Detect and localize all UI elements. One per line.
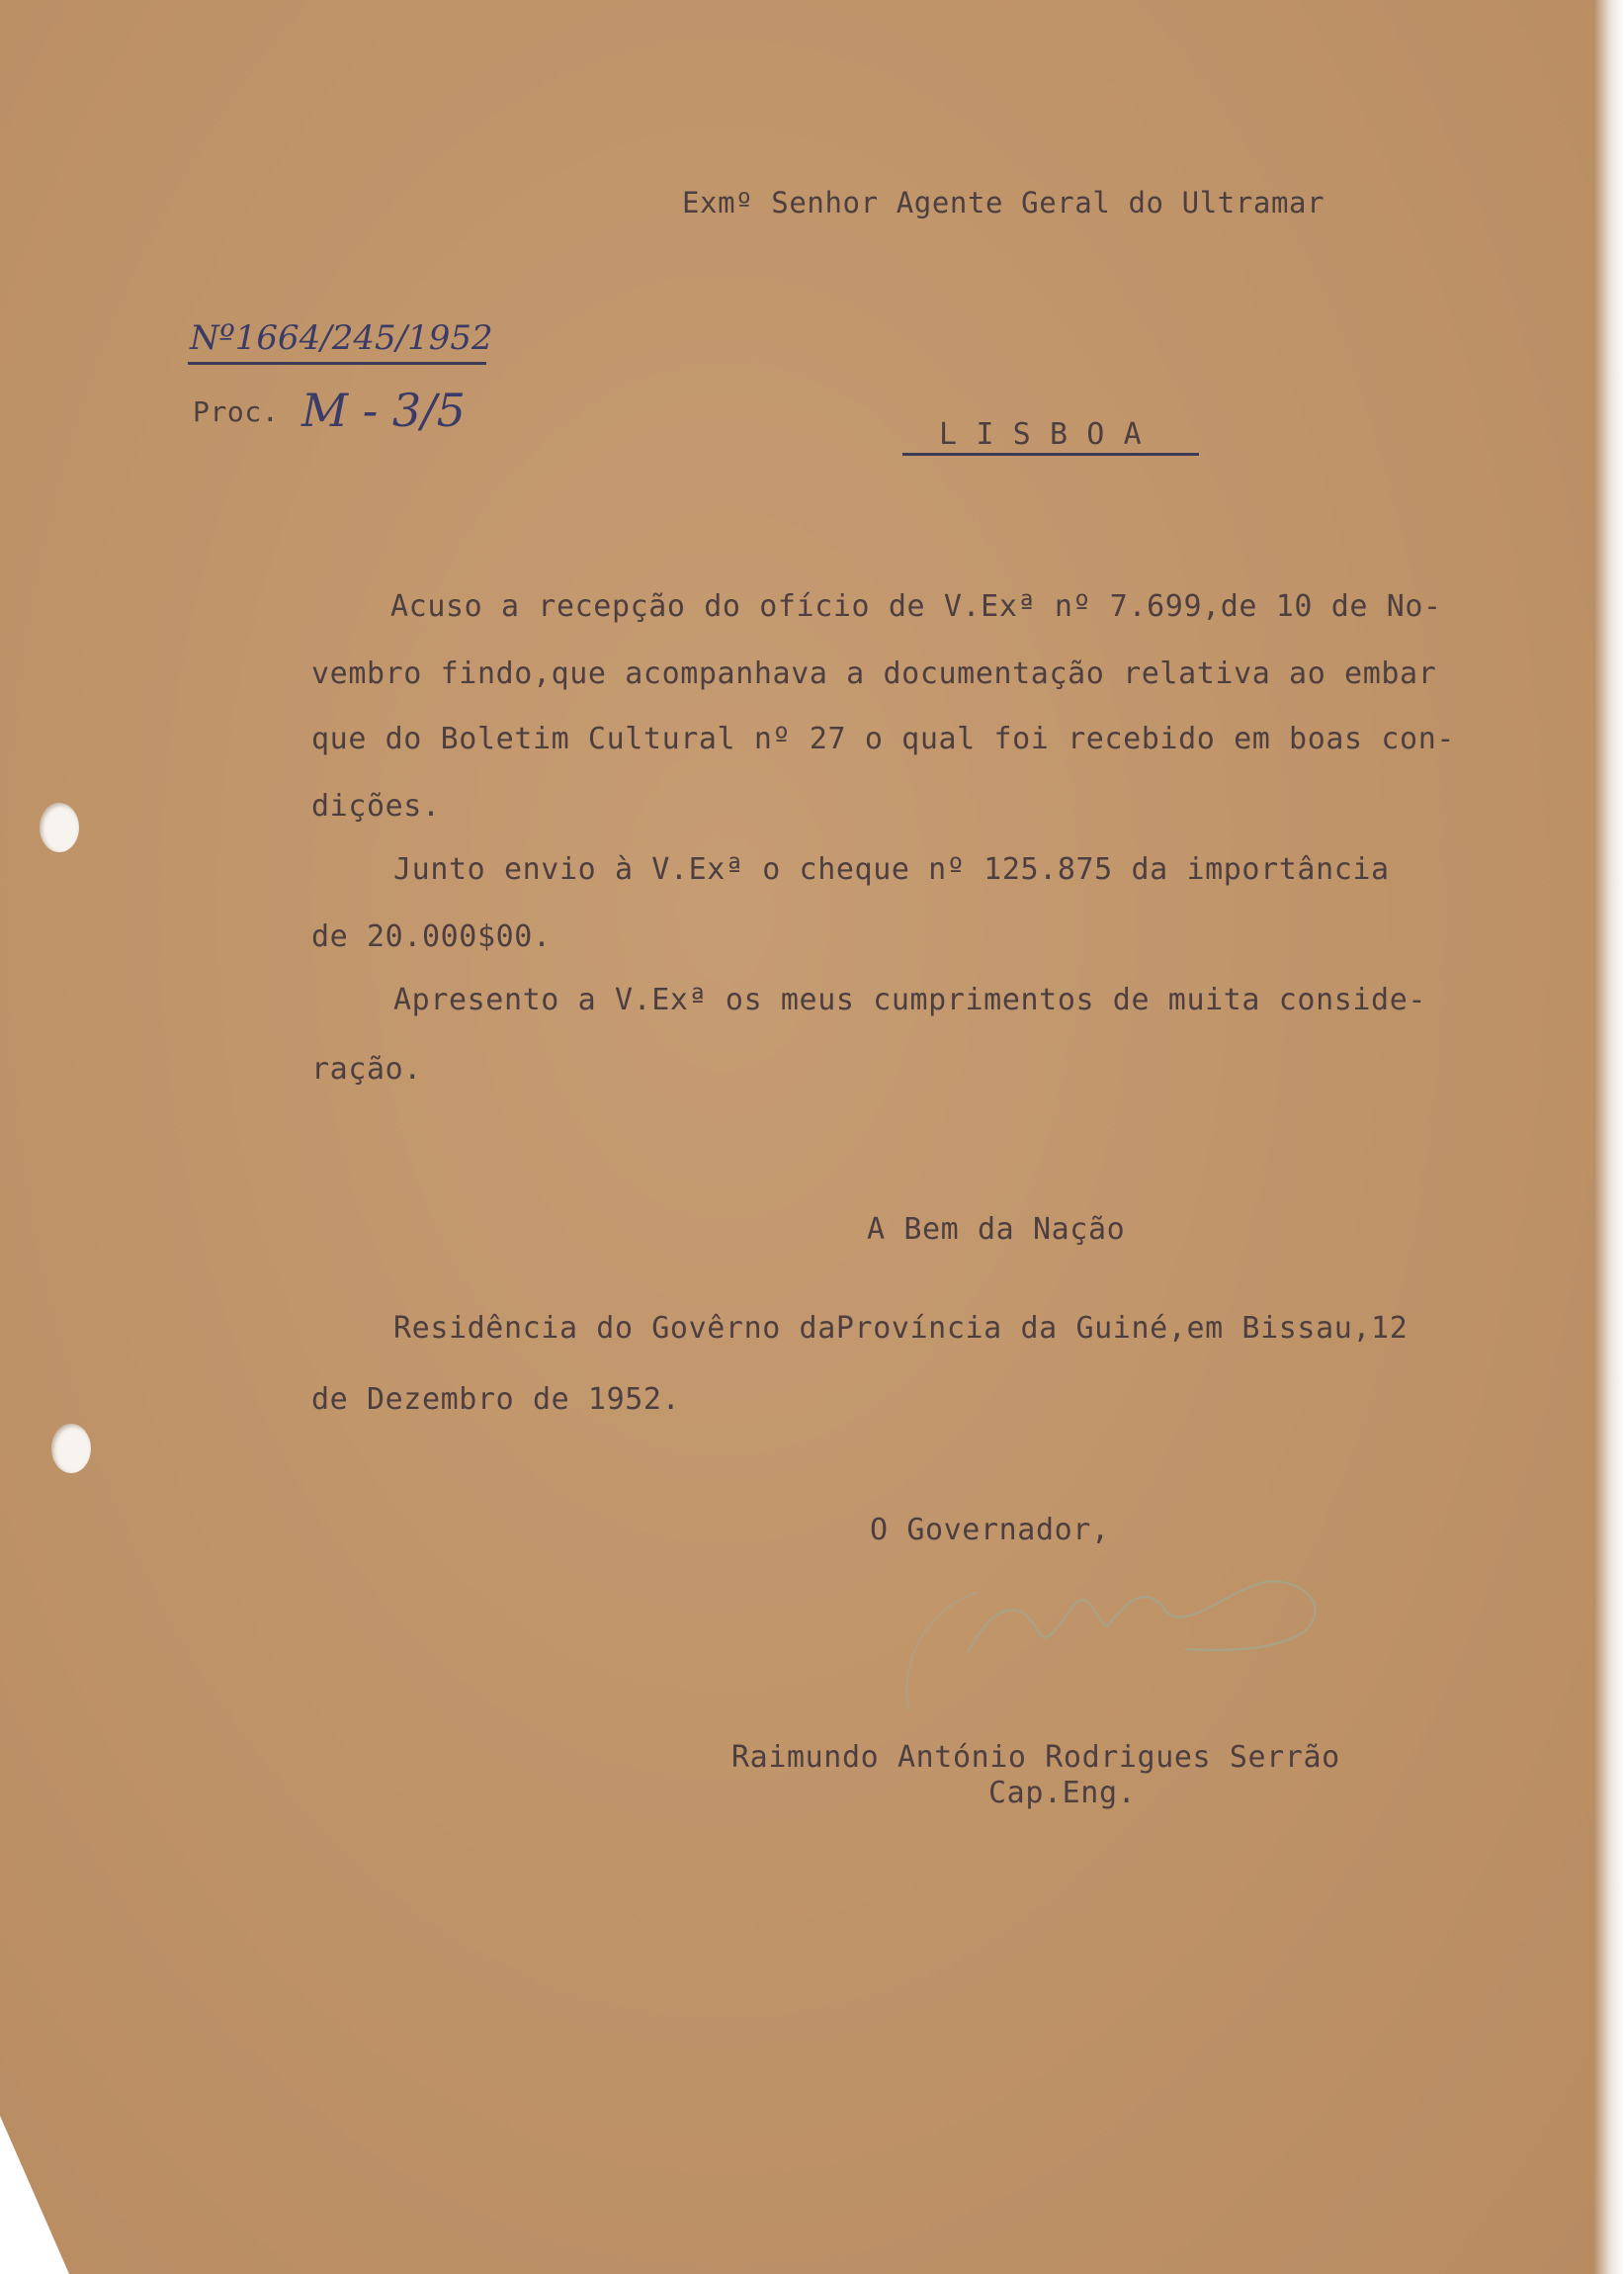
place-date-line-2: de Dezembro de 1952. — [311, 1382, 681, 1417]
handwritten-signature — [830, 1523, 1344, 1720]
body-line-3: que do Boletim Cultural nº 27 o qual foi recebido em boas con- — [311, 722, 1456, 756]
punch-hole-top — [40, 803, 79, 852]
punch-hole-bottom — [51, 1424, 91, 1473]
city-heading: L I S B O A — [939, 417, 1143, 452]
body-line-6: de 20.000$00. — [311, 919, 552, 954]
body-line-4: dições. — [311, 789, 441, 824]
signatory-name: Raimundo António Rodrigues Serrão — [731, 1740, 1340, 1775]
signatory-title: O Governador, — [870, 1513, 1110, 1547]
city-underline — [902, 453, 1199, 456]
closing-line: A Bem da Nação — [867, 1212, 1126, 1247]
body-line-2: vembro findo,que acompanhava a documentação relativa ao embar — [311, 656, 1437, 691]
reference-underline — [188, 362, 486, 365]
process-number: M - 3/5 — [301, 384, 466, 437]
body-line-7: Apresento a V.Exª os meus cumprimentos de muita conside- — [393, 983, 1427, 1017]
body-line-1: Acuso a recepção do ofício de V.Exª nº 7.699,de 10 de No- — [390, 589, 1442, 624]
process-label: Proc. — [193, 395, 280, 428]
body-line-5: Junto envio à V.Exª o cheque nº 125.875 da importância — [393, 852, 1390, 887]
place-date-line-1: Residência do Govêrno daProvíncia da Guiné,em Bissau,12 — [393, 1311, 1409, 1346]
torn-corner — [0, 2116, 69, 2274]
body-line-8: ração. — [311, 1052, 422, 1087]
addressee-line: Exmº Senhor Agente Geral do Ultramar — [682, 186, 1325, 219]
paper-edge — [1593, 0, 1624, 2274]
reference-number: Nº1664/245/1952 — [190, 318, 493, 358]
signatory-rank: Cap.Eng. — [988, 1776, 1137, 1810]
